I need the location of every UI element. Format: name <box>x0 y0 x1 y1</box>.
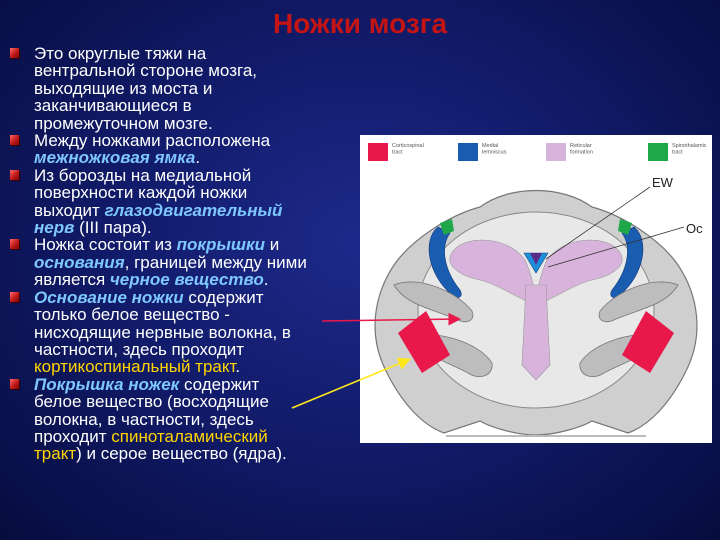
bullet-list <box>8 45 358 463</box>
bullet-marker-icon <box>10 170 19 180</box>
highlighted-term: тракт <box>34 444 77 464</box>
bullet-text: только белое вещество - <box>34 305 230 325</box>
bullet-text: поверхности каждой ножки <box>34 183 248 203</box>
bullet-item <box>8 289 358 376</box>
midbrain-svg <box>360 135 712 443</box>
bullet-marker-icon <box>10 239 19 249</box>
bullet-text: , границей между ними <box>124 252 307 272</box>
legend-swatch-medial-lemniscus <box>458 143 478 161</box>
oc-label: Oc <box>686 221 703 236</box>
bullet-text: содержит <box>179 374 260 394</box>
bullet-text: . <box>263 270 269 290</box>
bullet-text: вентральной стороне мозга, <box>34 61 257 81</box>
bullet-item <box>8 132 358 167</box>
highlighted-term: спиноталамический <box>111 426 268 446</box>
bullet-text: и <box>265 235 280 255</box>
highlighted-term: кортикоспинальный тракт <box>34 357 236 377</box>
bullet-text: ) и серое вещество (ядра). <box>76 444 287 464</box>
bullet-item <box>8 376 358 463</box>
bullet-text: является <box>34 270 110 290</box>
bullet-text: . <box>235 357 241 377</box>
bullet-text: частности, здесь проходит <box>34 339 245 359</box>
bullet-text: (III пара). <box>74 218 152 238</box>
legend-swatch-corticospinal <box>368 143 388 161</box>
legend-label-reticular-formation: Reticular formation <box>570 143 593 156</box>
legend-label-spinothalamic: Spinothalamic tract <box>672 143 707 156</box>
bullet-text: Это округлые тяжи на <box>34 44 207 63</box>
legend-swatch-spinothalamic <box>648 143 668 161</box>
bullet-item <box>8 236 358 288</box>
bullet-text: проходит <box>34 426 112 446</box>
bullet-marker-icon <box>10 48 19 58</box>
bullet-text: заканчивающиеся в <box>34 96 192 116</box>
emphasized-term: Покрышка ножек <box>34 374 180 394</box>
emphasized-term: Основание ножки <box>34 287 184 307</box>
bullet-text: белое вещество (восходящие <box>34 392 269 412</box>
bullet-text: выходит <box>34 200 105 220</box>
legend <box>368 143 707 161</box>
bullet-item <box>8 167 358 237</box>
emphasized-term: межножковая ямка <box>34 148 196 168</box>
legend-swatch-reticular-formation <box>546 143 566 161</box>
copyright-line <box>446 435 646 437</box>
bullet-text: нисходящие нервные волокна, в <box>34 322 291 342</box>
bullet-text: промежуточном мозге. <box>34 113 213 133</box>
bullet-text: Ножка состоит из <box>34 235 177 255</box>
emphasized-term: нерв <box>34 218 75 238</box>
bullet-marker-icon <box>10 379 19 389</box>
slide-title: Ножки мозга <box>272 8 448 39</box>
bullet-text: выходящие из моста и <box>34 78 213 98</box>
reticular-formation-center <box>522 285 550 380</box>
emphasized-term: глазодвигательный <box>104 200 283 220</box>
bullet-text: Между ножками расположена <box>34 131 271 151</box>
midbrain-diagram <box>360 135 712 443</box>
emphasized-term: покрышки <box>176 235 266 255</box>
legend-label-medial-lemniscus: Medial lemniscus <box>482 143 507 156</box>
bullet-item <box>8 45 358 132</box>
bullet-marker-icon <box>10 135 19 145</box>
bullet-text: Из борозды на медиальной <box>34 165 252 185</box>
bullet-marker-icon <box>10 292 19 302</box>
bullet-text: содержит <box>183 287 264 307</box>
legend-label-corticospinal: Corticospinal tract <box>392 143 424 156</box>
emphasized-term: основания <box>34 252 125 272</box>
bullet-text: . <box>195 148 201 168</box>
bullet-text: волокна, в частности, здесь <box>34 409 254 429</box>
ew-label: EW <box>652 175 673 190</box>
emphasized-term: черное вещество <box>109 270 264 290</box>
